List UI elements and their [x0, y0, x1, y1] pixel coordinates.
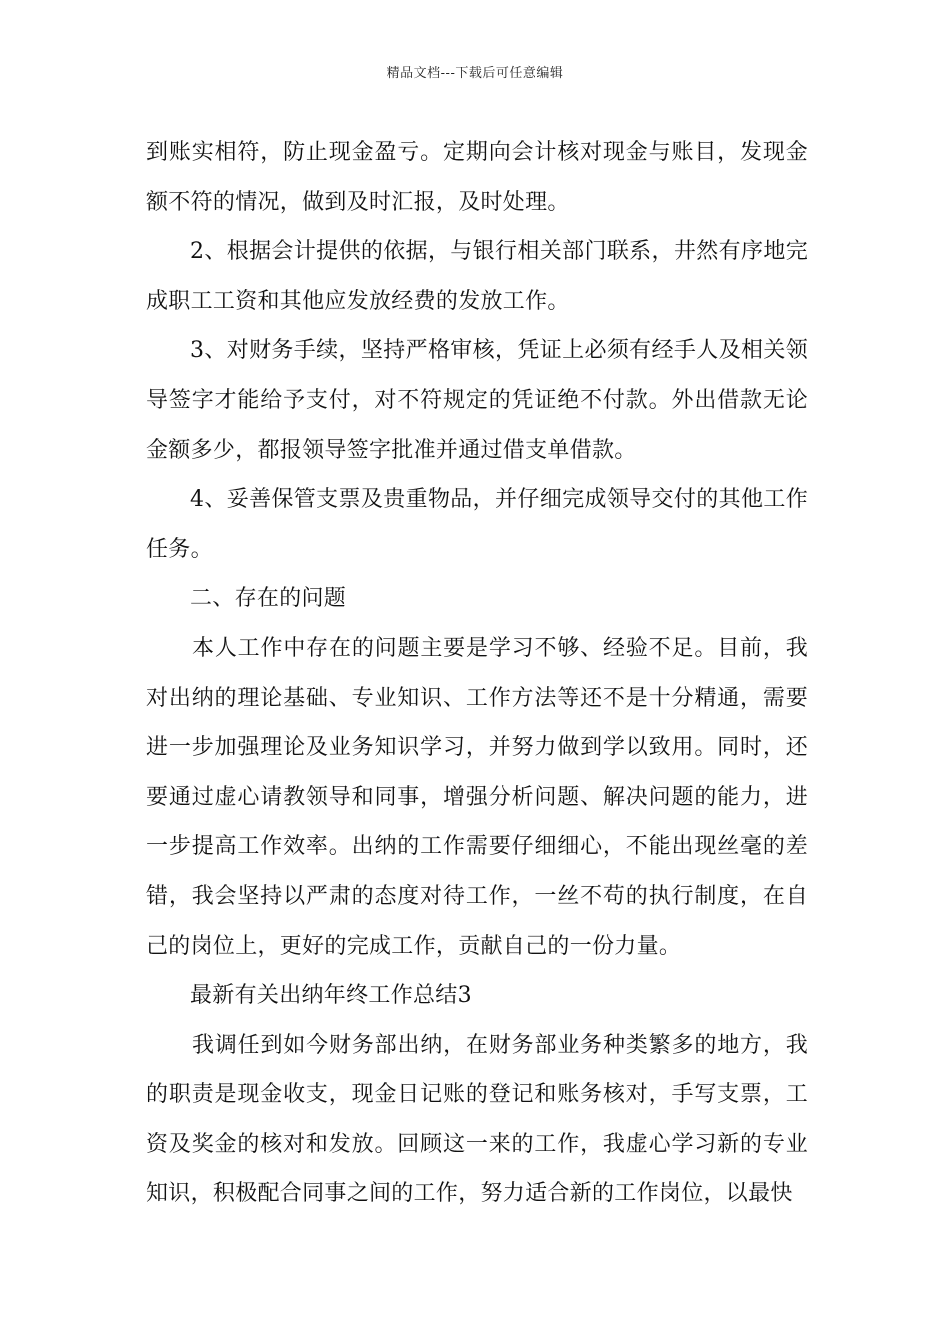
paragraph-item-4: 4、妥善保管支票及贵重物品，并仔细完成领导交付的其他工作任务。 [146, 487, 808, 562]
paragraph-continuation: 到账实相符，防止现金盈亏。定期向会计核对现金与账目，发现金额不符的情况，做到及时汇报，及时处理。 [146, 140, 808, 215]
paragraph-problems: 本人工作中存在的问题主要是学习不够、经验不足。目前，我对出纳的理论基础、专业知识、工作方法等还不是十分精通，需要进一步加强理论及业务知识学习，并努力做到学以致用。同时，还要通过虚心请教领导和同事，增强分析问题、解决问题的能力，进一步提高工作效率。出纳的工作需要仔细细心，不能出现丝毫的差错，我会坚持以严肃的态度对待工作，一丝不苟的执行制度，在自己的岗位上，更好的完成工作，贡献自己的一份力量。 [146, 635, 808, 959]
section-heading-summary-3: 最新有关出纳年终工作总结3 [190, 983, 472, 1009]
section-heading-problems: 二、存在的问题 [190, 586, 347, 612]
paragraph-item-2: 2、根据会计提供的依据，与银行相关部门联系，井然有序地完成职工工资和其他应发放经费的发放工作。 [146, 239, 808, 314]
document-body [146, 128, 808, 1219]
page-header: 精品文档---下载后可任意编辑 [386, 66, 564, 81]
paragraph-summary-3: 我调任到如今财务部出纳，在财务部业务种类繁多的地方，我的职责是现金收支，现金日记账的登记和账务核对，手写支票，工资及奖金的核对和发放。回顾这一来的工作，我虚心学习新的专业知识，积极配合同事之间的工作，努力适合新的工作岗位，以最快 [146, 1032, 808, 1207]
paragraph-item-3: 3、对财务手续，坚持严格审核，凭证上必须有经手人及相关领导签字才能给予支付，对不符规定的凭证绝不付款。外出借款无论金额多少，都报领导签字批准并通过借支单借款。 [146, 338, 808, 463]
